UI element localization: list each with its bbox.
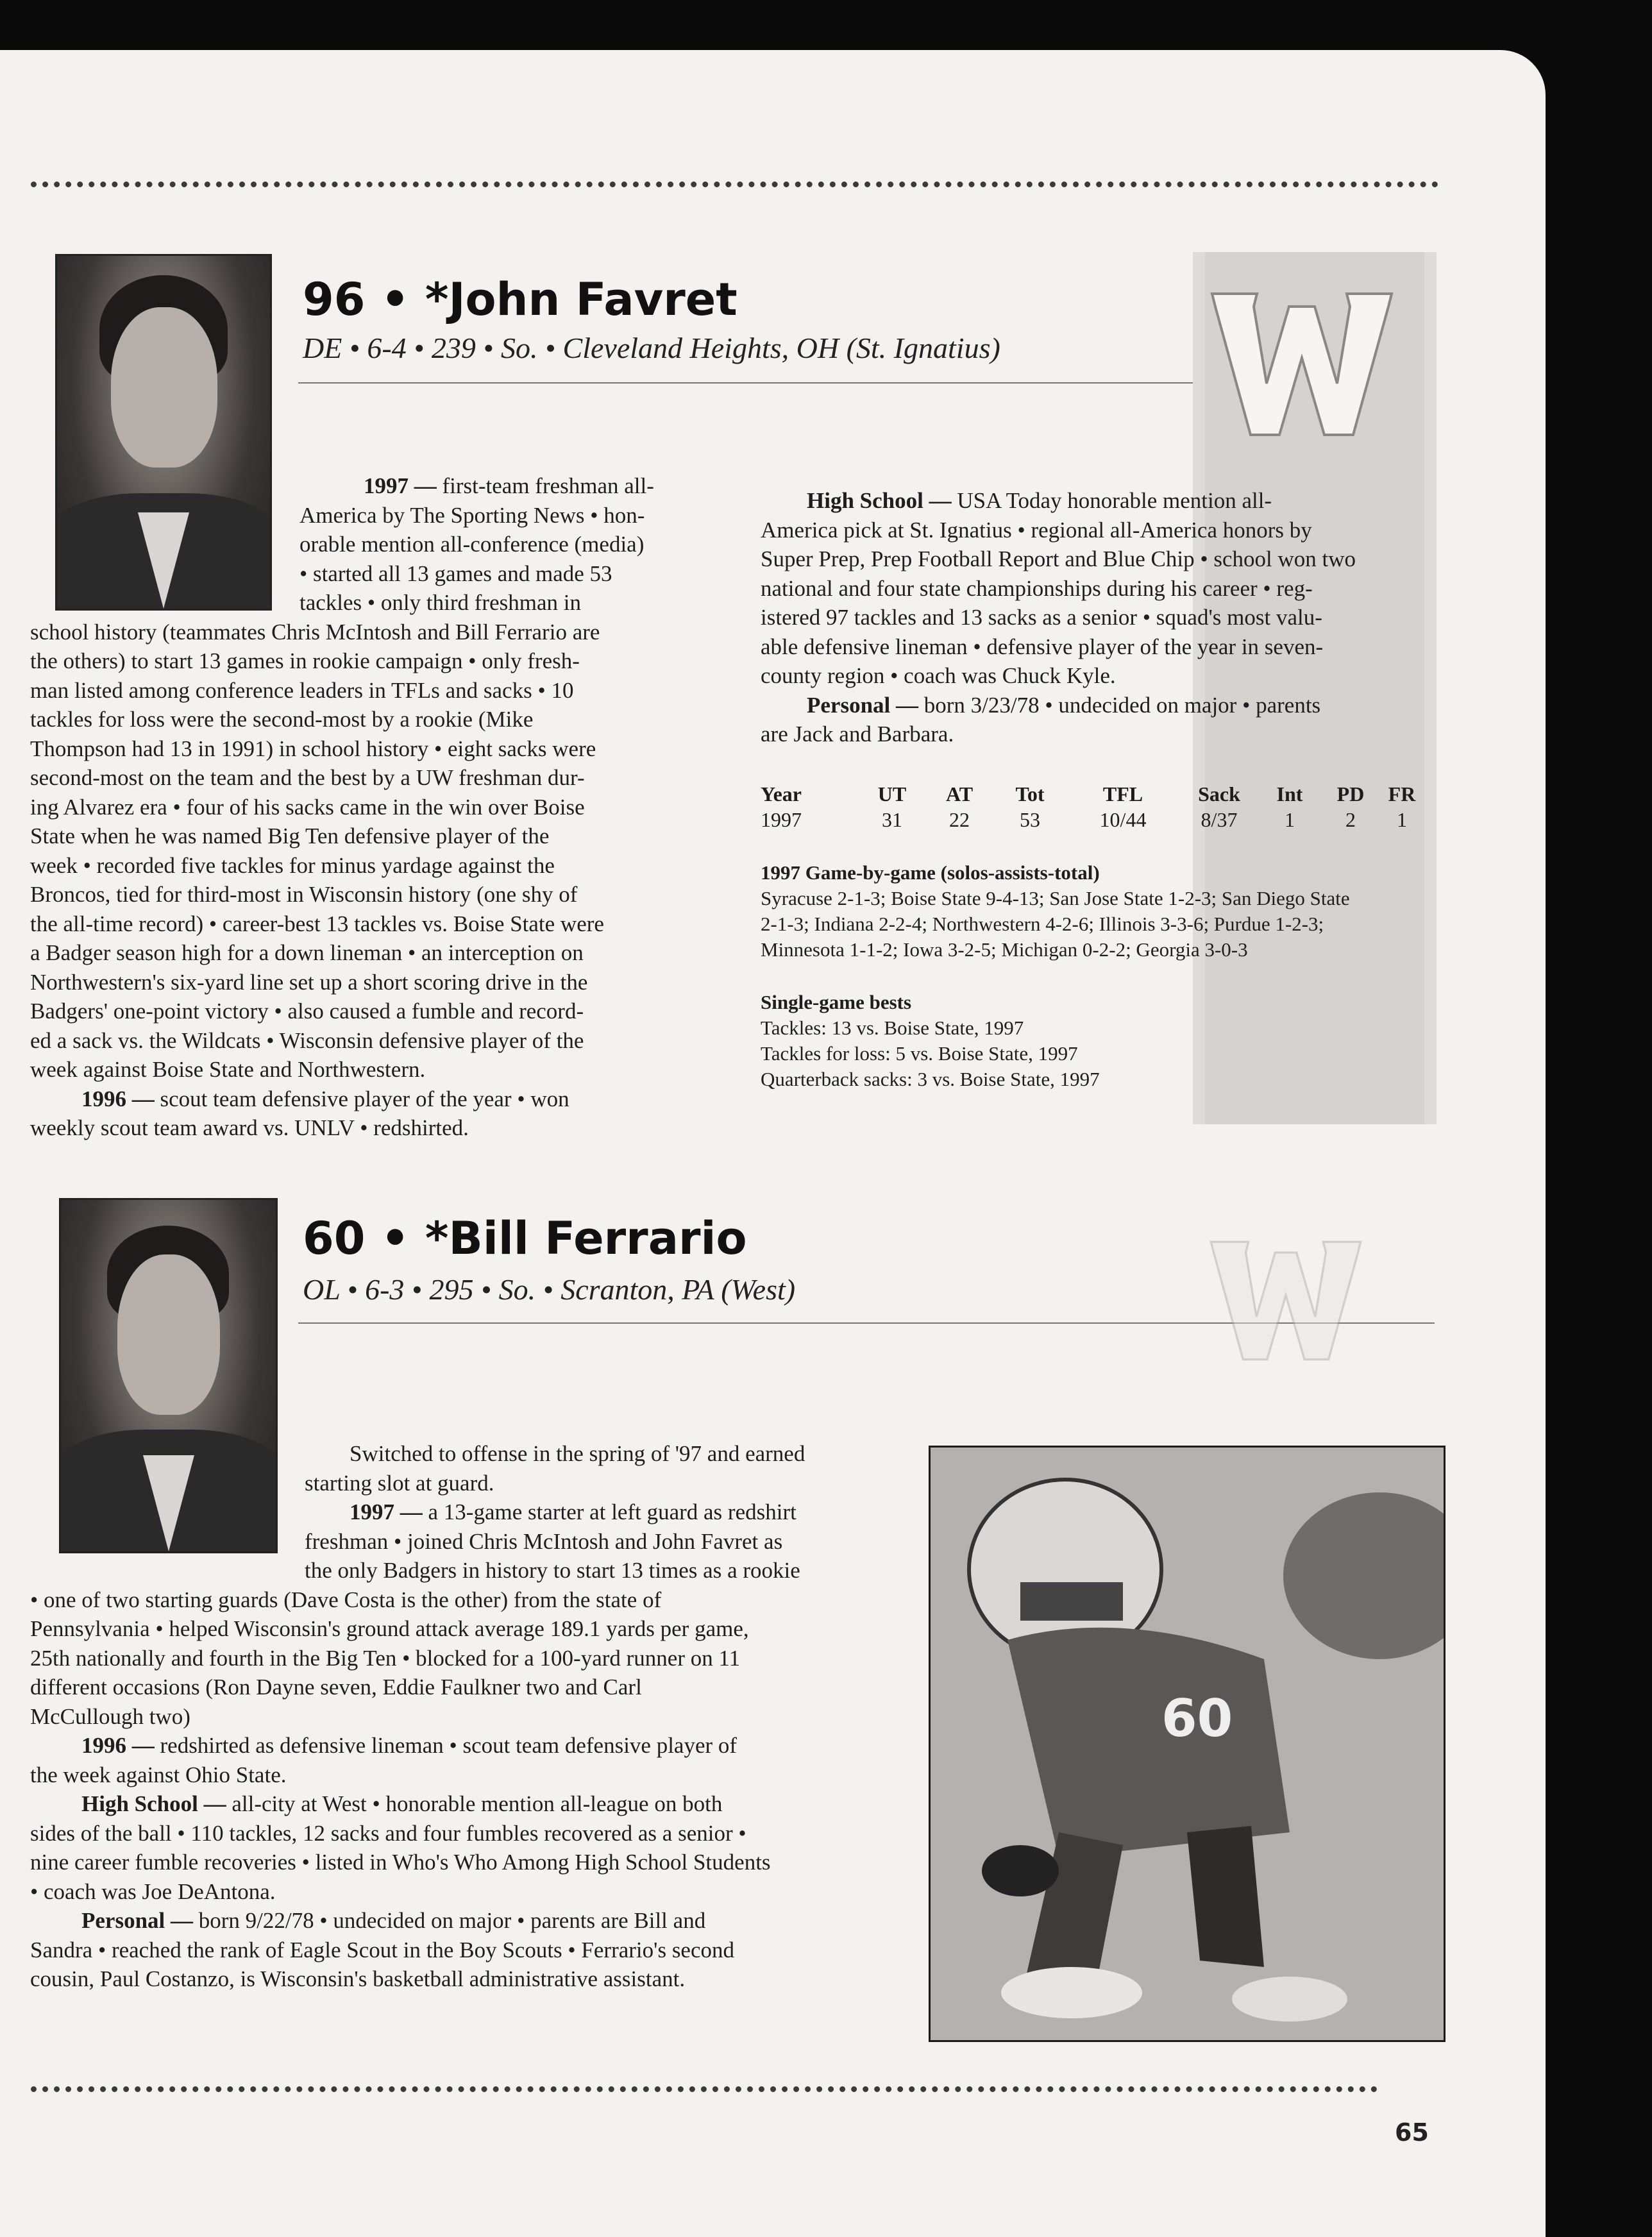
- hs-text: county region • coach was Chuck Kyle.: [761, 663, 1116, 688]
- bio-text: week against Boise State and Northwestern.: [30, 1057, 426, 1082]
- bio-line: [30, 763, 654, 793]
- hs-label: High School —: [807, 488, 952, 513]
- bio-label: High School —: [81, 1791, 226, 1816]
- bio-text: all-city at West • honorable mention all-league on both: [226, 1791, 723, 1816]
- hs-line: [761, 720, 1356, 749]
- bio-text: freshman • joined Chris McIntosh and John Favret as: [305, 1528, 783, 1554]
- hs-text: able defensive lineman • defensive player of the year in seven-: [761, 634, 1324, 659]
- bio-text: Badgers' one-point victory • also caused a fumble and record-: [30, 999, 584, 1024]
- bio-text: man listed among conference leaders in TFLs and sacks • 10: [30, 677, 574, 703]
- bio-line: [30, 559, 654, 589]
- player1-stats-table: [761, 781, 1421, 832]
- bio-line: [30, 1702, 805, 1732]
- bio-text: ed a sack vs. the Wildcats • Wisconsin defensive player of the: [30, 1027, 584, 1053]
- bio-line: [30, 909, 654, 939]
- bio-line: [30, 646, 654, 676]
- stats-cell: 8/37: [1201, 807, 1238, 831]
- bio-line: [30, 968, 654, 997]
- gbg-line: Syracuse 2-1-3; Boise State 9-4-13; San Jose State 1-2-3; San Diego State: [761, 887, 1350, 909]
- hs-label: Personal —: [807, 692, 919, 718]
- bio-text: • started all 13 games and made 53: [299, 561, 612, 586]
- bio-text: starting slot at guard.: [305, 1470, 494, 1496]
- bio-line: [30, 1113, 654, 1143]
- hs-text: national and four state championships during his career • reg-: [761, 575, 1313, 601]
- bio-line: [30, 1055, 654, 1085]
- stats-header: Int: [1276, 782, 1303, 806]
- bio-text: State when he was named Big Ten defensive player of the: [30, 823, 550, 848]
- bio-text: a Badger season high for a down lineman • an interception on: [30, 940, 584, 965]
- bio-text: Thompson had 13 in 1991) in school history • eight sacks were: [30, 736, 596, 761]
- bio-text: ing Alvarez era • four of his sacks came in the win over Boise: [30, 794, 585, 820]
- player1-bests: [761, 1015, 1100, 1092]
- jersey-number: 60: [1161, 1689, 1233, 1748]
- gbg-line: 2-1-3; Indiana 2-2-4; Northwestern 4-2-6; Illinois 3-3-6; Purdue 1-2-3;: [761, 913, 1324, 935]
- bio-line: [30, 1760, 805, 1790]
- stats-cell: 10/44: [1099, 807, 1147, 831]
- bio-line: [30, 1731, 805, 1760]
- bio-line: [30, 1085, 654, 1114]
- bio-line: [30, 734, 654, 764]
- bio-text: • coach was Joe DeAntona.: [30, 1878, 276, 1904]
- bio-text: cousin, Paul Costanzo, is Wisconsin's basketball administrative assistant.: [30, 1966, 686, 1991]
- bio-text: tackles for loss were the second-most by a rookie (Mike: [30, 707, 534, 732]
- stats-header: Year: [761, 782, 802, 806]
- bio-line: [30, 1644, 805, 1673]
- bio-text: nine career fumble recoveries • listed in Who's Who Among High School Students: [30, 1850, 771, 1875]
- hs-text: Super Prep, Prep Football Report and Blue Chip • school won two: [761, 546, 1356, 571]
- bio-line: [30, 1964, 805, 1994]
- bio-line: [30, 793, 654, 822]
- w-logo-faint-icon: [1206, 1237, 1366, 1365]
- stats-cell: 1997: [761, 807, 802, 831]
- bio-line: [30, 1439, 805, 1469]
- w-logo-icon: [1206, 287, 1398, 441]
- bottom-dotted-rule: [31, 2086, 1378, 2092]
- bio-text: Pennsylvania • helped Wisconsin's ground attack average 189.1 yards per game,: [30, 1616, 749, 1641]
- player1-bio: [30, 471, 654, 1143]
- best-line: Quarterback sacks: 3 vs. Boise State, 1997: [761, 1068, 1100, 1090]
- player2-bio: [30, 1439, 805, 1994]
- bio-line: [30, 705, 654, 734]
- hs-line: [761, 574, 1356, 604]
- bio-line: [30, 1877, 805, 1907]
- hs-text: USA Today honorable mention all-: [951, 488, 1272, 513]
- bio-line: [30, 1848, 805, 1877]
- hs-line: [761, 691, 1356, 720]
- bio-year: 1996 —: [81, 1086, 155, 1111]
- bio-line: [30, 1614, 805, 1644]
- bio-line: [30, 1469, 805, 1498]
- bio-text: Switched to offense in the spring of '97 and earned: [350, 1441, 805, 1466]
- stats-cell: 2: [1345, 807, 1356, 831]
- bio-line: [30, 588, 654, 618]
- bio-line: [30, 1585, 805, 1615]
- bio-text: born 9/22/78 • undecided on major • parents are Bill and: [193, 1908, 706, 1933]
- bio-line: [30, 1906, 805, 1936]
- stats-cell: 53: [1020, 807, 1040, 831]
- hs-line: [761, 544, 1356, 574]
- lineman-silhouette-icon: [931, 1448, 1444, 2040]
- bio-text: weekly scout team award vs. UNLV • redshirted.: [30, 1115, 469, 1140]
- bio-text: the only Badgers in history to start 13 times as a rookie: [305, 1558, 800, 1583]
- bio-text: 25th nationally and fourth in the Big Ten • blocked for a 100-yard runner on 11: [30, 1645, 741, 1671]
- player2-name: 60 • *Bill Ferrario: [303, 1212, 747, 1265]
- player1-highschool: [761, 486, 1356, 749]
- bio-text: school history (teammates Chris McIntosh and Bill Ferrario are: [30, 619, 600, 645]
- bio-line: [30, 938, 654, 968]
- hs-text: are Jack and Barbara.: [761, 722, 954, 747]
- player1-gbg-title: 1997 Game-by-game (solos-assists-total): [761, 861, 1100, 884]
- stats-cell: 1: [1397, 807, 1407, 831]
- bio-text: week • recorded five tackles for minus yardage against the: [30, 852, 555, 878]
- best-line: Tackles: 13 vs. Boise State, 1997: [761, 1017, 1024, 1039]
- bio-line: [30, 618, 654, 647]
- bio-text: orable mention all-conference (media): [299, 532, 645, 557]
- player1-info: DE • 6-4 • 239 • So. • Cleveland Heights, OH (St. Ignatius): [303, 332, 1000, 364]
- bio-text: • one of two starting guards (Dave Costa is the other) from the state of: [30, 1587, 662, 1612]
- bio-line: [30, 1498, 805, 1527]
- bio-line: [30, 501, 654, 530]
- bio-line: [30, 1673, 805, 1702]
- bio-label: Personal —: [81, 1908, 194, 1933]
- bio-text: redshirted as defensive lineman • scout team defensive player of: [154, 1733, 738, 1758]
- bio-text: the week against Ohio State.: [30, 1762, 287, 1787]
- bio-line: [30, 1819, 805, 1848]
- gbg-line: Minnesota 1-1-2; Iowa 3-2-5; Michigan 0-2-2; Georgia 3-0-3: [761, 938, 1248, 961]
- bio-text: Broncos, tied for third-most in Wisconsin history (one shy of: [30, 882, 578, 907]
- hs-text: America pick at St. Ignatius • regional all-America honors by: [761, 517, 1312, 543]
- bleed-through-text: [738, 274, 753, 327]
- stats-cell: 1: [1285, 807, 1295, 831]
- bio-text: a 13-game starter at left guard as redshirt: [422, 1499, 796, 1524]
- player1-name: 96 • *John Favret: [303, 273, 738, 326]
- stats-header: FR: [1388, 782, 1416, 806]
- bio-line: [30, 676, 654, 705]
- bio-line: [30, 822, 654, 851]
- bio-line: [30, 1026, 654, 1056]
- hs-line: [761, 603, 1356, 632]
- page-number: 65: [1395, 2118, 1429, 2147]
- best-line: Tackles for loss: 5 vs. Boise State, 1997: [761, 1042, 1078, 1065]
- yearbook-page: [0, 50, 1546, 2237]
- bio-text: sides of the ball • 110 tackles, 12 sacks and four fumbles recovered as a senior •: [30, 1820, 746, 1846]
- hs-line: [761, 661, 1356, 691]
- bio-text: the others) to start 13 games in rookie campaign • only fresh-: [30, 648, 580, 673]
- stats-cell: 31: [882, 807, 902, 831]
- bio-line: [30, 471, 654, 501]
- hs-line: [761, 632, 1356, 662]
- bio-text: scout team defensive player of the year • won: [154, 1086, 569, 1111]
- top-dotted-rule: [31, 181, 1438, 187]
- bio-text: Sandra • reached the rank of Eagle Scout in the Boy Scouts • Ferrario's second: [30, 1937, 735, 1963]
- hs-text: born 3/23/78 • undecided on major • parents: [918, 692, 1321, 718]
- bio-label: 1997 —: [350, 1499, 423, 1524]
- bio-line: [30, 1789, 805, 1819]
- player1-gbg: [761, 886, 1350, 963]
- stats-header: Tot: [1015, 782, 1045, 806]
- football-action-photo: [929, 1446, 1446, 2042]
- bio-text: first-team freshman all-: [436, 473, 654, 498]
- stats-header: UT: [877, 782, 907, 806]
- bio-text: McCullough two): [30, 1703, 190, 1729]
- stats-header: TFL: [1102, 782, 1143, 806]
- stats-cell: 22: [949, 807, 970, 831]
- hs-line: [761, 486, 1356, 516]
- hs-text: istered 97 tackles and 13 sacks as a senior • squad's most valu-: [761, 605, 1322, 630]
- bio-line: [30, 851, 654, 881]
- bio-text: America by The Sporting News • hon-: [299, 502, 645, 528]
- stats-header: Sack: [1198, 782, 1240, 806]
- bio-label: 1996 —: [81, 1733, 155, 1758]
- bio-line: [30, 1527, 805, 1557]
- bio-line: [30, 997, 654, 1026]
- bio-line: [30, 880, 654, 909]
- bio-text: the all-time record) • career-best 13 tackles vs. Boise State were: [30, 911, 604, 936]
- player2-info: OL • 6-3 • 295 • So. • Scranton, PA (West): [303, 1273, 796, 1306]
- bio-line: [30, 1936, 805, 1965]
- bio-text: Northwestern's six-yard line set up a short scoring drive in the: [30, 969, 588, 995]
- bio-year: 1997 —: [364, 473, 437, 498]
- hs-line: [761, 516, 1356, 545]
- bio-line: [30, 530, 654, 559]
- bio-text: different occasions (Ron Dayne seven, Eddie Faulkner two and Carl: [30, 1675, 642, 1700]
- bio-text: tackles • only third freshman in: [299, 590, 581, 615]
- bio-text: second-most on the team and the best by a UW freshman dur-: [30, 765, 585, 790]
- stats-header: AT: [945, 782, 973, 806]
- bio-line: [30, 1556, 805, 1585]
- stats-header: PD: [1336, 782, 1365, 806]
- player1-bests-title: Single-game bests: [761, 991, 912, 1013]
